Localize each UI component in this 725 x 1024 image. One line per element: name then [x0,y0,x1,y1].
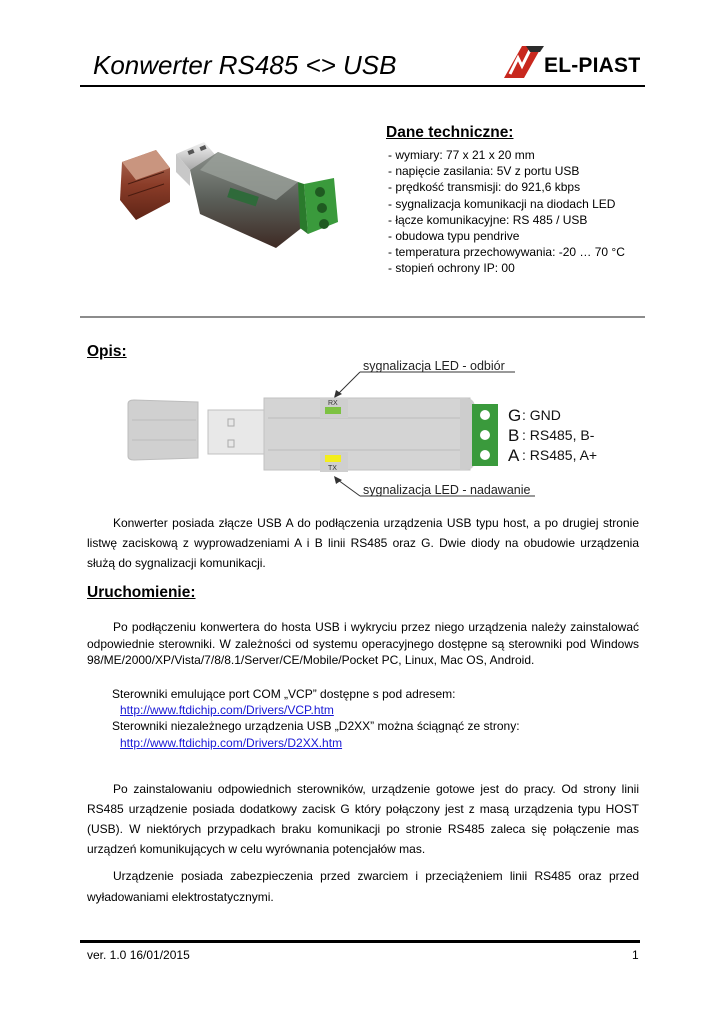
uruchomienie-paragraph-1: Po podłączeniu konwertera do hosta USB i wykryciu przez niego urządzenia należy zainstalować odpowiednie sterowniki. W zależności od systemu operacyjnego dostępne są sterowniki pod Windows 98/ME/2000/XP/Vista/7/8/8.1/Server/CE/Mobile/Pocket PC, Linux, Mac OS, Android. [87,620,639,667]
cap-shape [128,400,198,460]
footer-version: ver. 1.0 16/01/2015 [87,948,190,962]
company-logo [500,44,640,85]
logo-text: EL-PIAST [544,54,640,77]
pin-label: : RS485, A+ [522,447,598,463]
device-body-shape [264,398,470,470]
pin-letter: G [508,406,522,425]
spec-item: - łącze komunikacyjne: RS 485 / USB [388,212,588,227]
terminal-hole-icon [480,450,490,460]
uruchomienie-paragraph-2: Po zainstalowaniu odpowiednich sterowników, urządzenie gotowe jest do pracy. Od strony linii RS485 urządzenie posiada dodatkowy zacisk G który połączony jest z masą urządzenia typu HOST (USB). W niektórych przypadkach braku komunikacji po stronie RS485 zaleca się połączenie mas urządzeń komunikujących w celu wyrównania potencjałów mas. [87,782,639,856]
uruchomienie-paragraph-3: Urządzenie posiada zabezpieczenia przed zwarciem i przeciążeniem linii RS485 oraz przed wyładowaniami elektrostatycznymi. [87,869,639,904]
uruchomienie-heading: Uruchomienie: [87,584,196,601]
label-rx: sygnalizacja LED - odbiór [363,359,505,373]
opis-paragraph: Konwerter posiada złącze USB A do podłączenia urządzenia USB typu host, a po drugiej stronie listwę zaciskową z wyprowadzeniami A i B linii RS485 oraz G. Dwie diody na obudowie urządzenia służą do sygnalizacji komunikacji. [87,516,639,570]
specs-heading: Dane techniczne: [386,124,514,141]
pin-label: : GND [522,407,561,423]
spec-item: - sygnalizacja komunikacji na diodach LED [388,196,616,211]
led-rx-icon [325,407,341,414]
header-divider [80,85,645,87]
pin-letter: A [508,446,520,465]
spec-item: - temperatura przechowywania: -20 … 70 °C [388,245,625,260]
footer-divider [80,940,640,943]
spec-item: - obudowa typu pendrive [388,229,520,244]
logo-mark-icon [500,44,640,80]
terminal-hole-icon [480,430,490,440]
led-tx-label: TX [328,465,337,472]
specs-list [388,147,625,277]
pin-label: : RS485, B- [522,427,595,443]
pin-letter: B [508,426,520,445]
terminal-hole-icon [480,410,490,420]
spec-item: - prędkość transmisji: do 921,6 kbps [388,180,581,195]
document-title: Konwerter RS485 <> USB [93,50,397,80]
led-rx-label: RX [328,400,338,407]
usb-plug-shape [208,410,266,454]
spec-item: - stopień ochrony IP: 00 [388,261,515,276]
led-tx-icon [325,455,341,462]
opis-heading: Opis: [87,343,127,360]
driver-vcp-text: Sterowniki emulujące port COM „VCP” dostępne s pod adresem: [112,687,456,701]
section-divider [80,316,645,318]
driver-d2xx-text: Sterowniki niezależnego urządzenia USB „D2XX” można ściągnąć ze strony: [112,719,520,733]
product-photo [108,138,348,268]
driver-vcp-link[interactable]: http://www.ftdichip.com/Drivers/VCP.htm [120,703,334,717]
device-diagram [120,352,620,509]
page-number: 1 [632,948,639,962]
spec-item: - wymiary: 77 x 21 x 20 mm [388,148,535,162]
driver-d2xx-link[interactable]: http://www.ftdichip.com/Drivers/D2XX.htm [120,736,343,750]
label-tx: sygnalizacja LED - nadawanie [363,483,531,497]
spec-item: - napięcie zasilania: 5V z portu USB [388,164,580,179]
